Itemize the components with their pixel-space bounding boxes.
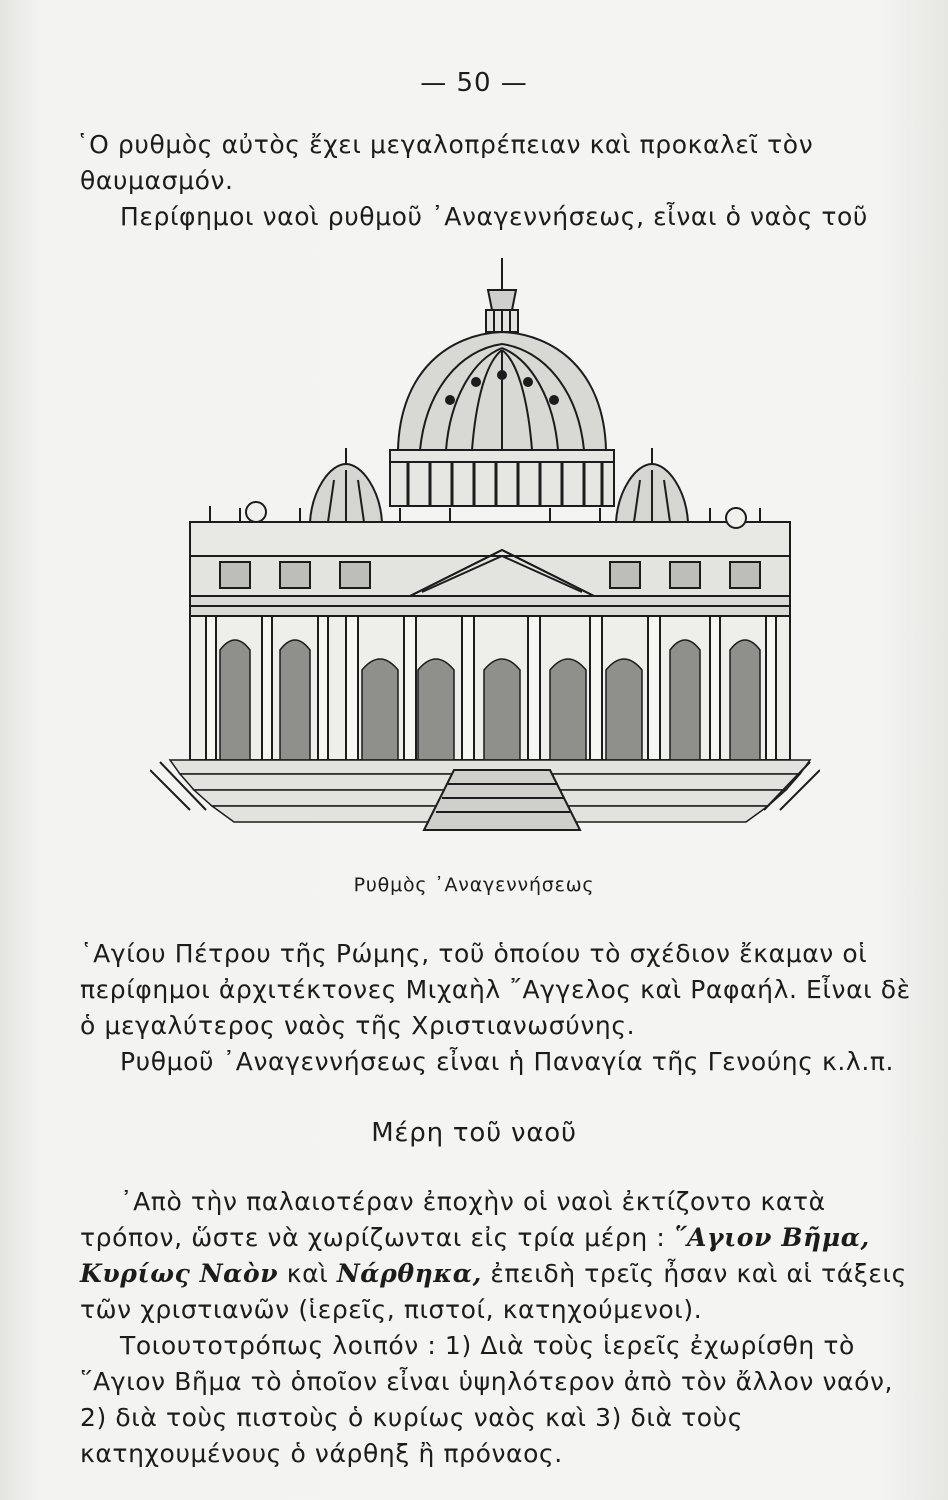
paragraph-style-description: ῾Ο ρυθμὸς αὐτὸς ἔχει μεγαλοπρέπειαν καὶ προκαλεῖ τὸν θαυμασμόν.: [76, 130, 814, 195]
bottom-text-block: [80, 1184, 920, 1472]
section-heading: Μέρη τοῦ ναοῦ: [371, 1118, 577, 1148]
three-parts-lead: ᾿Απὸ τὴν παλαιοτέραν ἐποχὴν οἱ ναοὶ ἐκτίζοντο κατὰ τρόπον, ὥστε νὰ χωρίζωνται εἰς τρία μέρη :: [80, 1187, 826, 1252]
page-number: — 50 —: [420, 68, 528, 98]
paragraph-division: Τοιουτοτρόπως λοιπόν : 1) Διὰ τοὺς ἱερεῖς ἐχωρίσθη τὸ ῞Αγιον Βῆμα τὸ ὁποῖον εἶναι ὑψηλότερον ἀπὸ τὸν ἄλλον ναόν, 2) διὰ τοὺς πιστοὺς ὁ κυρίως ναὸς καὶ 3) διὰ τοὺς κατηχουμένους ὁ νάρθηξ ἢ πρόναος.: [80, 1331, 894, 1468]
three-parts-tail: ἐπειδὴ τρεῖς ἦσαν καὶ αἱ τάξεις τῶν χριστιανῶν (ἱερεῖς, πιστοί, κατηχούμενοι).: [80, 1259, 907, 1324]
middle-text-block: [80, 936, 920, 1080]
basilica-illustration: [150, 250, 820, 850]
top-text-block: [76, 127, 920, 235]
paragraph-st-peter: ῾Αγίου Πέτρου τῆς Ρώμης, τοῦ ὁποίου τὸ σχέδιον ἔκαμαν οἱ περίφημοι ἀρχιτέκτονες Μιχαὴλ ῎Αγγελος καὶ Ραφαήλ. Εἶναι δὲ ὁ μεγαλύτερος ναὸς τῆς Χριστιανωσύνης.: [80, 939, 911, 1040]
paragraph-genoa: Ρυθμοῦ ᾿Αναγεννήσεως εἶναι ἡ Παναγία τῆς Γενούης κ.λ.π.: [120, 1047, 895, 1076]
three-parts-connector: καὶ: [278, 1259, 337, 1288]
st-peters-basilica-drawing: [150, 250, 820, 850]
paragraph-famous-churches-intro: Περίφημοι ναοὶ ρυθμοῦ ᾿Αναγεννήσεως, εἶναι ὁ ναὸς τοῦ: [120, 202, 868, 231]
term-narthex: Νάρθηκα,: [336, 1259, 482, 1288]
paragraph-three-parts: [80, 1184, 920, 1328]
figure-caption: Ρυθμὸς ᾿Αναγεννήσεως: [353, 874, 595, 896]
term-holy-altar-nave: ῞Αγιον Βῆμα, Κυρίως Ναὸν: [80, 1223, 870, 1288]
